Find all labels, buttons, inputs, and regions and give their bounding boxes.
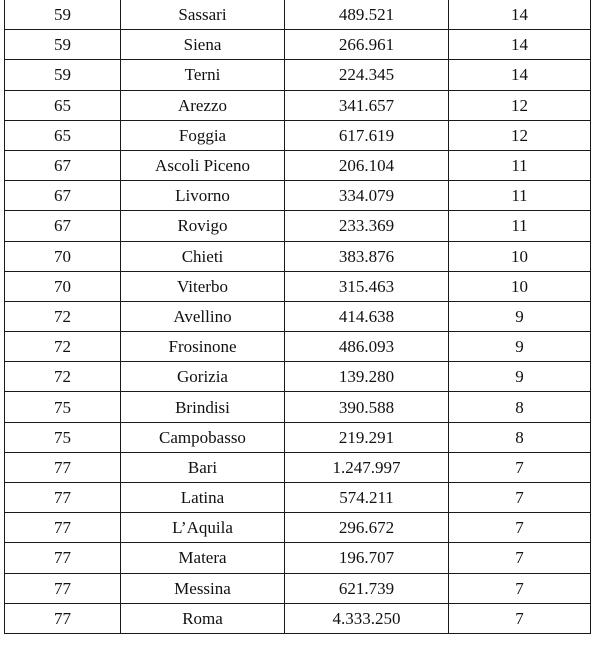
rank-cell: 72 <box>5 332 121 362</box>
rank-cell: 59 <box>5 0 121 30</box>
population-cell: 219.291 <box>285 422 449 452</box>
score-cell: 11 <box>449 150 591 180</box>
rank-cell: 77 <box>5 452 121 482</box>
table-row <box>5 483 591 513</box>
city-cell: Gorizia <box>121 362 285 392</box>
rank-cell: 59 <box>5 60 121 90</box>
city-cell: Siena <box>121 30 285 60</box>
table-row <box>5 0 591 30</box>
rank-cell: 77 <box>5 573 121 603</box>
score-cell: 12 <box>449 90 591 120</box>
population-cell: 4.333.250 <box>285 603 449 633</box>
table-row <box>5 543 591 573</box>
table-row <box>5 573 591 603</box>
rank-cell: 77 <box>5 543 121 573</box>
city-cell: Viterbo <box>121 271 285 301</box>
table-body <box>5 0 591 633</box>
score-cell: 9 <box>449 332 591 362</box>
population-cell: 414.638 <box>285 301 449 331</box>
score-cell: 10 <box>449 241 591 271</box>
table-row <box>5 211 591 241</box>
rank-cell: 75 <box>5 392 121 422</box>
rank-cell: 65 <box>5 90 121 120</box>
population-cell: 233.369 <box>285 211 449 241</box>
rank-cell: 59 <box>5 30 121 60</box>
population-cell: 390.588 <box>285 392 449 422</box>
city-cell: Terni <box>121 60 285 90</box>
rank-cell: 75 <box>5 422 121 452</box>
table-row <box>5 332 591 362</box>
city-cell: Matera <box>121 543 285 573</box>
table-row <box>5 362 591 392</box>
rank-cell: 77 <box>5 483 121 513</box>
population-cell: 334.079 <box>285 181 449 211</box>
population-cell: 196.707 <box>285 543 449 573</box>
score-cell: 8 <box>449 392 591 422</box>
rank-cell: 67 <box>5 211 121 241</box>
population-cell: 383.876 <box>285 241 449 271</box>
population-cell: 617.619 <box>285 120 449 150</box>
population-cell: 1.247.997 <box>285 452 449 482</box>
population-cell: 296.672 <box>285 513 449 543</box>
score-cell: 14 <box>449 0 591 30</box>
population-cell: 266.961 <box>285 30 449 60</box>
table-row <box>5 603 591 633</box>
score-cell: 11 <box>449 211 591 241</box>
score-cell: 7 <box>449 603 591 633</box>
rank-cell: 67 <box>5 181 121 211</box>
population-cell: 489.521 <box>285 0 449 30</box>
table-row <box>5 392 591 422</box>
table-row <box>5 181 591 211</box>
city-cell: Ascoli Piceno <box>121 150 285 180</box>
rank-cell: 67 <box>5 150 121 180</box>
city-cell: Arezzo <box>121 90 285 120</box>
city-cell: Chieti <box>121 241 285 271</box>
score-cell: 7 <box>449 543 591 573</box>
city-cell: Messina <box>121 573 285 603</box>
score-cell: 7 <box>449 452 591 482</box>
city-cell: L’Aquila <box>121 513 285 543</box>
score-cell: 14 <box>449 30 591 60</box>
city-cell: Rovigo <box>121 211 285 241</box>
table-row <box>5 422 591 452</box>
city-cell: Brindisi <box>121 392 285 422</box>
rank-cell: 70 <box>5 271 121 301</box>
city-ranking-table <box>4 0 591 634</box>
score-cell: 9 <box>449 362 591 392</box>
score-cell: 10 <box>449 271 591 301</box>
rank-cell: 70 <box>5 241 121 271</box>
population-cell: 315.463 <box>285 271 449 301</box>
table-row <box>5 452 591 482</box>
population-cell: 341.657 <box>285 90 449 120</box>
city-cell: Sassari <box>121 0 285 30</box>
table-row <box>5 150 591 180</box>
score-cell: 11 <box>449 181 591 211</box>
city-cell: Avellino <box>121 301 285 331</box>
score-cell: 8 <box>449 422 591 452</box>
population-cell: 139.280 <box>285 362 449 392</box>
rank-cell: 77 <box>5 513 121 543</box>
population-cell: 486.093 <box>285 332 449 362</box>
population-cell: 224.345 <box>285 60 449 90</box>
city-cell: Campobasso <box>121 422 285 452</box>
score-cell: 7 <box>449 573 591 603</box>
table-row <box>5 90 591 120</box>
population-cell: 574.211 <box>285 483 449 513</box>
city-cell: Latina <box>121 483 285 513</box>
rank-cell: 72 <box>5 301 121 331</box>
table-row <box>5 241 591 271</box>
city-cell: Livorno <box>121 181 285 211</box>
table-row <box>5 513 591 543</box>
population-cell: 206.104 <box>285 150 449 180</box>
city-cell: Foggia <box>121 120 285 150</box>
table-row <box>5 271 591 301</box>
rank-cell: 72 <box>5 362 121 392</box>
score-cell: 12 <box>449 120 591 150</box>
city-cell: Roma <box>121 603 285 633</box>
city-cell: Bari <box>121 452 285 482</box>
population-cell: 621.739 <box>285 573 449 603</box>
data-table-container <box>4 0 590 634</box>
table-row <box>5 120 591 150</box>
score-cell: 7 <box>449 483 591 513</box>
rank-cell: 65 <box>5 120 121 150</box>
score-cell: 9 <box>449 301 591 331</box>
table-row <box>5 30 591 60</box>
city-cell: Frosinone <box>121 332 285 362</box>
score-cell: 7 <box>449 513 591 543</box>
table-row <box>5 60 591 90</box>
table-row <box>5 301 591 331</box>
rank-cell: 77 <box>5 603 121 633</box>
score-cell: 14 <box>449 60 591 90</box>
